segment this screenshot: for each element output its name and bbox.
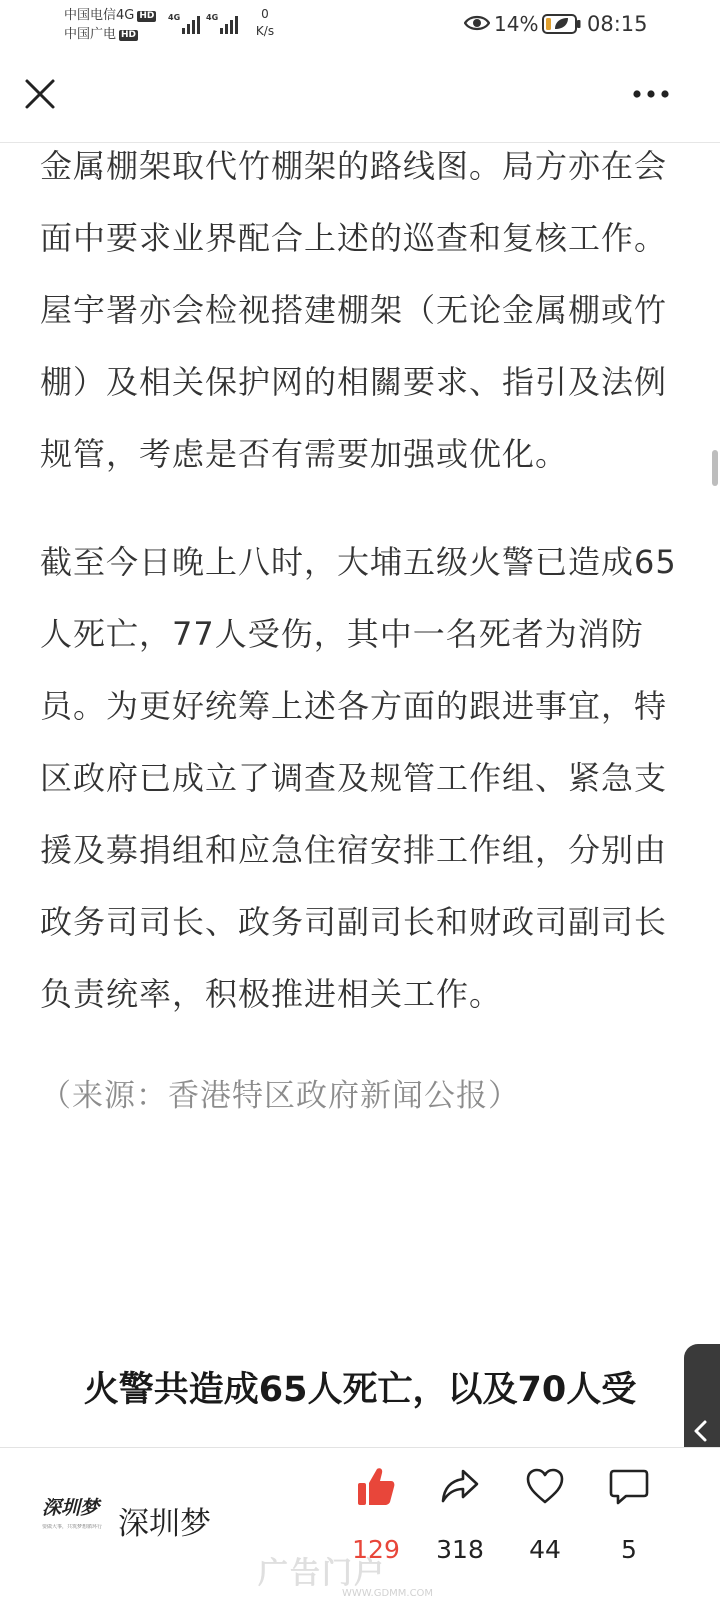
carrier-2-label: 中国广电	[64, 27, 117, 42]
signal-bar	[197, 16, 200, 34]
watermark-text: 广告门户	[258, 1556, 386, 1591]
battery-percent: 14%	[494, 12, 539, 36]
thumbs-up-icon	[356, 1466, 396, 1508]
article-paragraph: 金属棚架取代竹棚架的路线图。局方亦在会面中要求业界配合上述的巡查和复核工作。屋宇署亦会检视搭建棚架（无论金属棚或竹棚）及相关保护网的相關要求、指引及法例规管，考虑是否有需要加强或优化。	[40, 147, 668, 473]
share-button[interactable]	[420, 1466, 500, 1586]
signal-bar	[235, 16, 238, 34]
network-speed	[252, 6, 278, 40]
clock: 08:15	[587, 12, 648, 36]
channel-logo-text: 深圳梦	[42, 1497, 100, 1519]
status-bar	[0, 0, 720, 50]
hd-badge: HD	[121, 30, 137, 40]
scrollbar-thumb[interactable]	[712, 450, 718, 486]
signal-bar	[220, 28, 223, 34]
signal-bar	[225, 24, 228, 34]
battery-icon	[542, 13, 582, 35]
signal-bars-icon	[206, 10, 246, 34]
favorite-button[interactable]	[505, 1466, 585, 1586]
hd-badge: HD	[139, 11, 155, 21]
signal-bars-icon	[168, 10, 204, 34]
close-icon	[18, 72, 62, 116]
next-section-heading: 火警共造成65人死亡，以及70人受	[83, 1370, 637, 1410]
favorite-count: 44	[529, 1535, 561, 1564]
network-speed-value: 0	[261, 7, 269, 21]
heart-icon	[525, 1466, 565, 1508]
article-paragraph: 截至今日晚上八时，大埔五级火警已造成65人死亡，77人受伤，其中一名死者为消防员。为更好统筹上述各方面的跟进事宜，特区政府已成立了调查及规管工作组、紧急支援及募捐组和应急住宿安排工作组，分别由政务司司长、政务司副司长和财政司副司长负责统率，积极推进相关工作。	[40, 543, 677, 1013]
more-options-button[interactable]	[624, 76, 680, 112]
signal-2-label: 4G	[206, 13, 219, 22]
close-button[interactable]	[18, 72, 62, 116]
comment-bubble-icon	[609, 1466, 649, 1508]
signal-bar	[187, 24, 190, 34]
carrier-line-2	[64, 25, 156, 44]
comment-button[interactable]	[589, 1466, 669, 1586]
article-source: （来源：香港特区政府新闻公报）	[40, 1078, 520, 1114]
channel-logo[interactable]	[40, 1496, 106, 1538]
share-count: 318	[436, 1535, 484, 1564]
like-count: 129	[352, 1535, 400, 1564]
watermark-url: WWW.GDMM.COM	[342, 1588, 434, 1599]
network-speed-unit: K/s	[255, 24, 275, 38]
signal-1-label: 4G	[168, 13, 181, 22]
more-dots-icon	[624, 76, 680, 112]
comment-count: 5	[621, 1535, 637, 1564]
channel-name[interactable]: 深圳梦	[118, 1506, 211, 1542]
chevron-left-icon	[690, 1418, 712, 1444]
signal-bar	[230, 20, 233, 34]
channel-logo-slogan: 要做大事，共筑梦想循环行	[42, 1524, 103, 1530]
carrier-info	[64, 6, 156, 44]
signal-bar	[192, 20, 195, 34]
carrier-1-label: 中国电信4G	[64, 8, 135, 23]
signal-bar	[182, 28, 185, 34]
share-arrow-icon	[440, 1466, 480, 1508]
eye-icon	[464, 14, 490, 32]
carrier-line-1	[64, 6, 156, 25]
article-body	[40, 130, 680, 1132]
